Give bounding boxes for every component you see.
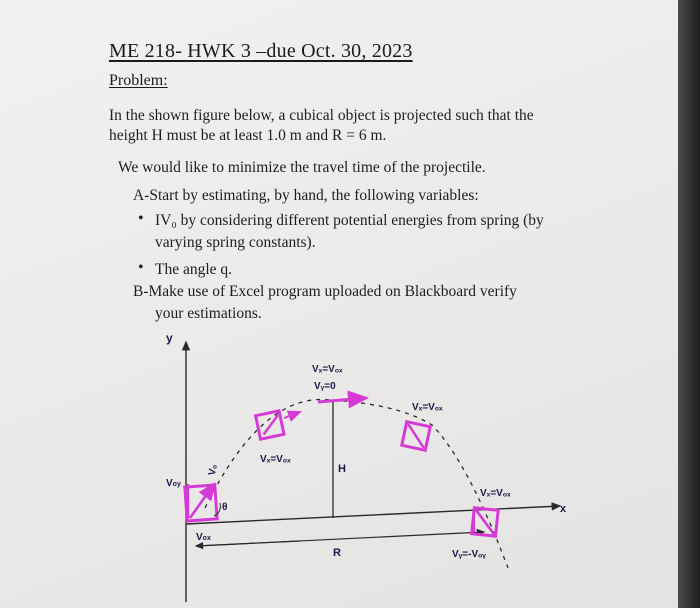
left-mid-label: Vₓ=Vₒₓ: [260, 454, 291, 465]
page-title: ME 218- HWK 3 –due Oct. 30, 2023: [109, 40, 413, 62]
top-vy-label: Vᵧ=0: [314, 381, 336, 392]
bullet1-line2: varying spring constants).: [155, 234, 316, 251]
x-axis-label: x: [560, 503, 567, 515]
goal-text: We would like to minimize the travel time of the projectile.: [118, 159, 486, 176]
initial-velocity-vector: [190, 484, 214, 518]
right-mid-label: Vₓ=Vₒₓ: [412, 402, 443, 413]
trajectory-curve: [205, 399, 508, 568]
intro-line-2: height H must be at least 1.0 m and R = 6 m.: [109, 127, 387, 144]
part-b-line1: B-Make use of Excel program uploaded on Blackboard verify: [133, 283, 517, 300]
bullet-dot-2: •: [138, 259, 144, 276]
theta-label: θ: [222, 502, 228, 513]
range-line-left: [196, 541, 300, 546]
height-label: H: [338, 463, 346, 475]
vox-label: Vox: [196, 532, 211, 543]
end-vy-label: Vᵧ=-Vₒᵧ: [452, 549, 486, 560]
intro-line-1: In the shown figure below, a cubical object is projected such that the: [109, 107, 534, 124]
bullet2-text: The angle q.: [155, 261, 233, 278]
end-vx-label: Vₓ=Vₒₓ: [480, 488, 511, 499]
top-vx-label: Vₓ=Vₒₓ: [312, 364, 343, 375]
bullet1-line1: IV₀ by considering different potential energies from spring (by: [155, 212, 544, 229]
right-mid-cube: [402, 422, 430, 450]
left-mid-cube: [256, 411, 284, 439]
problem-heading: Problem:: [109, 72, 168, 89]
range-label: R: [333, 547, 341, 559]
x-axis: [186, 506, 560, 524]
left-mid-arrow: [284, 412, 300, 418]
bullet-dot-1: •: [138, 210, 144, 227]
v0-label: V₀: [206, 463, 220, 477]
vy-label: Voy: [166, 478, 181, 489]
part-a: A-Start by estimating, by hand, the following variables:: [133, 187, 479, 204]
top-velocity-arrow: [318, 398, 366, 402]
y-axis-label: y: [166, 331, 173, 345]
part-b-line2: your estimations.: [155, 305, 262, 322]
